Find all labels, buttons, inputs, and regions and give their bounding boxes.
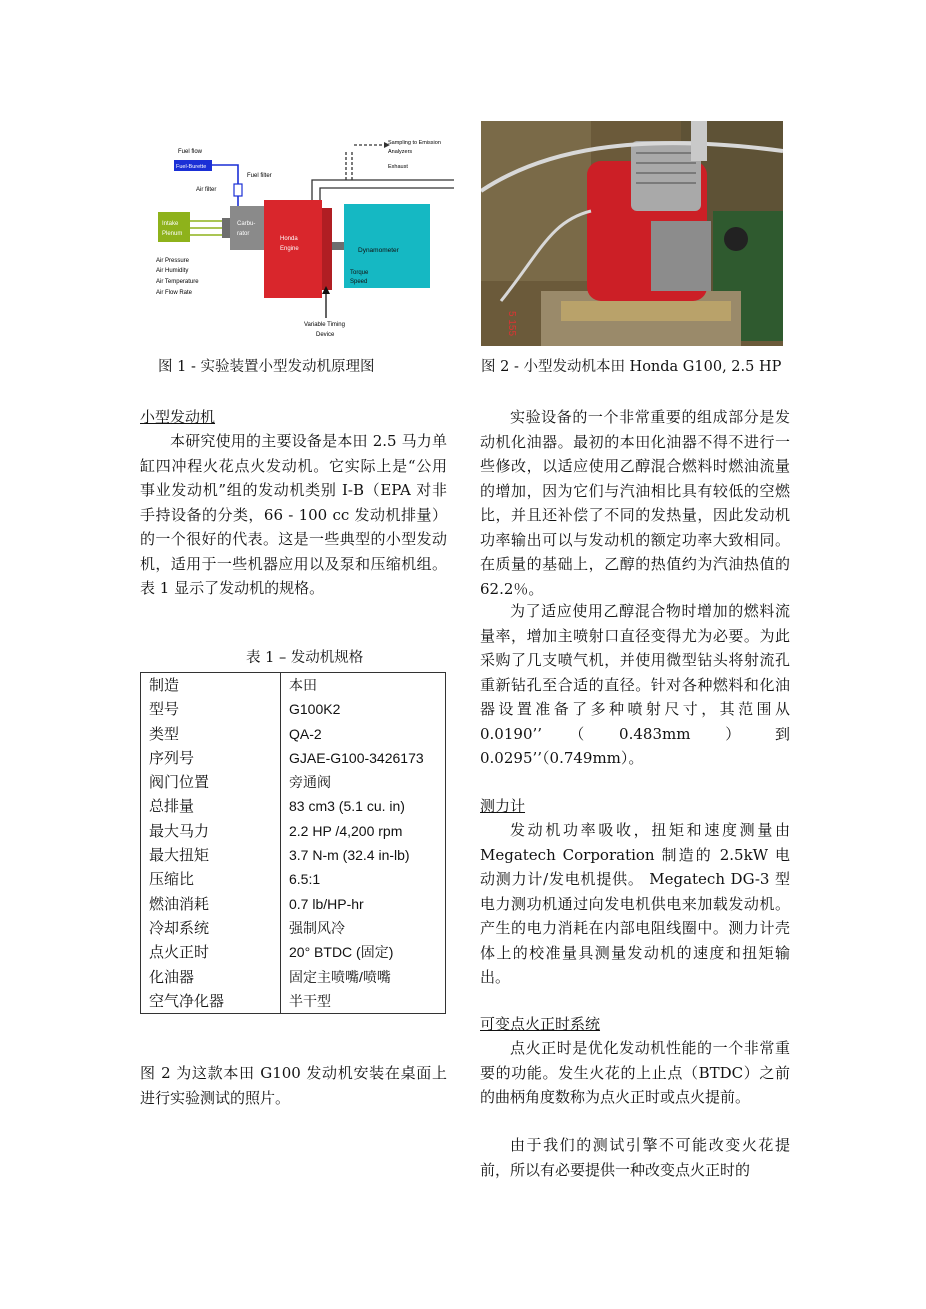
air-measure-2: Air Humidity — [156, 268, 189, 274]
spec-value: GJAE-G100-3426173 — [281, 746, 446, 770]
timing-change-paragraph: 由于我们的测试引擎不可能改变火花提前，所以有必要提供一种改变点火正时的 — [480, 1136, 790, 1179]
exhaust-label: Exhaust — [388, 164, 408, 170]
table-row — [141, 940, 446, 964]
spec-key: 型号 — [141, 697, 281, 721]
intake-plenum-box — [158, 212, 190, 242]
spec-key: 化油器 — [141, 965, 281, 989]
torque-label: Torque — [350, 270, 369, 276]
spec-value: 强制风冷 — [281, 916, 446, 940]
figure2-reference-paragraph: 图 2 为这款本田 G100 发动机安装在桌面上进行实验测试的照片。 — [140, 1064, 447, 1107]
spec-value: G100K2 — [281, 697, 446, 721]
table-row — [141, 722, 446, 746]
engine-spec-table — [140, 672, 446, 1014]
sampling-label-2: Analyzers — [388, 149, 413, 155]
table-row — [141, 673, 446, 698]
table-row — [141, 892, 446, 916]
carburetor-paragraph: 实验设备的一个非常重要的组成部分是发动机化油器。最初的本田化油器不得不进行一些修改，以适应使用乙醇混合燃料时燃油流量的增加，因为它们与汽油相比具有较低的空燃比，并且还补偿了不同的发热量，因此发动机功率输出可以与发动机的额定功率大致相同。在质量的基础上，乙醇的热值约为汽油热值的 62.2％。 — [480, 408, 790, 598]
table-row — [141, 989, 446, 1014]
shaft — [332, 242, 344, 250]
engine-flywheel — [322, 208, 332, 290]
jet-paragraph: 为了适应使用乙醇混合物时增加的燃料流量率，增加主喷射口直径变得尤为必要。为此采购了几支喷气机，并使用微型钻头将射流孔重新钻孔至合适的直径。针对各种燃料和化油器设置准备了多种喷射尺寸，其范围从 0.0190’’（0.483mm）到 0.0295’’（0.749mm）。 — [480, 602, 790, 767]
carburetor-connector — [222, 218, 230, 238]
photo-crankcase — [651, 221, 711, 291]
table-row — [141, 746, 446, 770]
table-row — [141, 965, 446, 989]
engine-label-2: Engine — [280, 246, 299, 252]
air-measure-3: Air Temperature — [156, 279, 199, 285]
figure1-caption: 图 1 - 实验装置小型发动机原理图 — [158, 359, 375, 375]
spec-value: 本田 — [281, 673, 446, 698]
spec-value: QA-2 — [281, 722, 446, 746]
carburetor-label-2: rator — [237, 231, 250, 237]
carburetor-label-1: Carbu- — [237, 221, 256, 227]
table-row — [141, 770, 446, 794]
table1-title: 表 1 – 发动机规格 — [246, 650, 364, 666]
spec-key: 制造 — [141, 673, 281, 698]
spec-value: 83 cm3 (5.1 cu. in) — [281, 794, 446, 818]
spec-key: 阀门位置 — [141, 770, 281, 794]
spec-value: 半干型 — [281, 989, 446, 1014]
table-row — [141, 697, 446, 721]
fuel-burette-label: Fuel-Burette — [176, 164, 207, 170]
dynamometer-paragraph: 发动机功率吸收，扭矩和速度测量由 Megatech Corporation 制造的 2.5kW 电动测力计/发电机提供。 Megatech DG-3 型电力测功机通过向发电机供电来加载发动机。产生的电力消耗在内部电阻线圈中。测力计壳体上的校准量具测量发动机的速度和扭矩输出。 — [480, 821, 790, 986]
spec-key: 最大马力 — [141, 819, 281, 843]
section-heading-dynamometer: 测力计 — [480, 797, 526, 815]
air-filter-label: Air filter — [196, 187, 217, 193]
carburetor-box — [230, 206, 264, 250]
intake-label: Intake — [162, 221, 179, 227]
figure2-caption: 图 2 - 小型发动机本田 Honda G100, 2.5 HP — [481, 359, 782, 375]
spec-value: 固定主喷嘴/喷嘴 — [281, 965, 446, 989]
spec-value: 2.2 HP /4,200 rpm — [281, 819, 446, 843]
air-measure-4: Air Flow Rate — [156, 290, 193, 296]
spec-value: 0.7 lb/HP-hr — [281, 892, 446, 916]
section-heading-small-engine: 小型发动机 — [140, 408, 216, 426]
plenum-label: Plenum — [162, 231, 183, 237]
spec-key: 燃油消耗 — [141, 892, 281, 916]
speed-label: Speed — [350, 279, 368, 285]
spec-value: 旁通阀 — [281, 770, 446, 794]
photo-engine-head — [631, 141, 701, 211]
photo-pipe — [691, 121, 707, 161]
photo-pulley — [724, 227, 748, 251]
sampling-label-1: Sampling to Emission — [388, 140, 441, 146]
photo-wall-left — [481, 121, 591, 281]
spec-key: 冷却系统 — [141, 916, 281, 940]
fuel-filter-label: Fuel filter — [247, 173, 272, 179]
air-measure-1: Air Pressure — [156, 258, 190, 264]
photo-marks: 5 155 — [506, 311, 517, 337]
table-row — [141, 819, 446, 843]
ignition-paragraph: 点火正时是优化发动机性能的一个非常重要的功能。发生火花的上止点（BTDC）之前的曲柄角度数称为点火正时或点火提前。 — [480, 1039, 790, 1106]
engine-photo — [481, 121, 783, 346]
spec-key: 总排量 — [141, 794, 281, 818]
spec-value: 3.7 N-m (32.4 in-lb) — [281, 843, 446, 867]
spec-key: 最大扭矩 — [141, 843, 281, 867]
dynamometer-label: Dynamometer — [358, 247, 399, 254]
fuel-flow-label: Fuel flow — [178, 149, 203, 155]
table-row — [141, 916, 446, 940]
spec-key: 类型 — [141, 722, 281, 746]
spec-value: 20° BTDC (固定) — [281, 940, 446, 964]
timing-label-2: Device — [316, 332, 335, 338]
table-row — [141, 843, 446, 867]
engine-label-1: Honda — [280, 236, 298, 242]
engine-schematic-diagram — [154, 132, 454, 344]
exhaust-pipe-inner — [320, 188, 454, 200]
table-row — [141, 867, 446, 891]
photo-base-plate — [561, 301, 731, 321]
table-row — [141, 794, 446, 818]
exhaust-pipe-outer — [312, 180, 454, 200]
fuel-line — [212, 165, 238, 184]
spec-value: 6.5:1 — [281, 867, 446, 891]
small-engine-paragraph: 本研究使用的主要设备是本田 2.5 马力单缸四冲程火花点火发动机。它实际上是“公用事业发动机”组的发动机类别 I-B（EPA 对非手持设备的分类，66 - 100 cc 发动机排量）的一个很好的代表。这是一些典型的小型发动机，适用于一些机器应用以及泵和压缩机组。表 1 显示了发动机的规格。 — [140, 432, 447, 597]
section-heading-ignition-timing: 可变点火正时系统 — [480, 1015, 601, 1033]
fuel-filter-box — [234, 184, 242, 196]
spec-key: 压缩比 — [141, 867, 281, 891]
spec-key: 空气净化器 — [141, 989, 281, 1014]
spec-key: 点火正时 — [141, 940, 281, 964]
spec-key: 序列号 — [141, 746, 281, 770]
timing-label-1: Variable Timing — [304, 322, 345, 328]
